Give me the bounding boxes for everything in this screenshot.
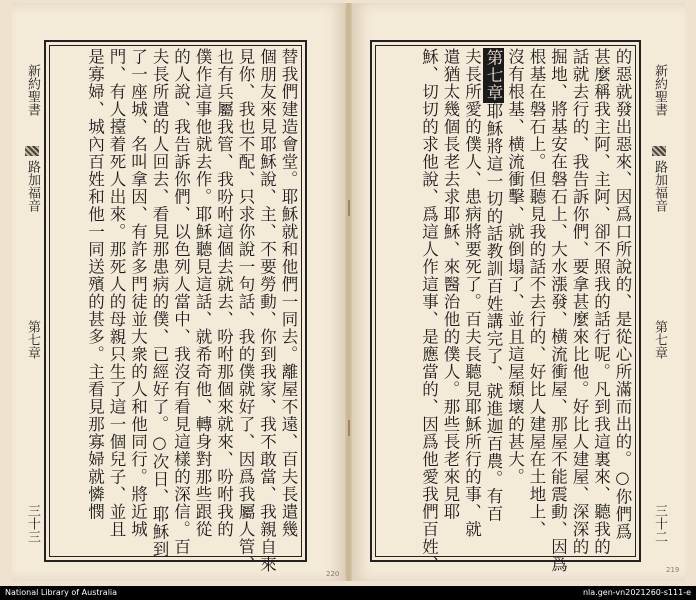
text-line: 耶穌將這一切的話教訓百姓講完了、就進迦百農。有百 — [484, 102, 503, 523]
text-line: 穌、切切的求他說、爲這人作這事、是應當的、因爲他愛我們百姓、 — [419, 48, 439, 573]
left-chapter-label: 第七章 — [25, 320, 40, 359]
footer-identifier: nla.gen-vn2021260-s111-e — [582, 588, 691, 597]
text-line: 話就去行的、我告訴你們、要拿甚麼來比他。好比人建屋、深深的 — [570, 48, 589, 556]
text-line: 掘地、將基安在磐石上、大水漲發、横流衝屋、那屋不能震動、因爲 — [548, 48, 568, 573]
text-line: 了一座城、名叫拿因、有許多門徒並大衆的人和他同行。將近城 — [128, 48, 148, 538]
left-text-body — [49, 48, 299, 573]
binding-stitch — [348, 200, 350, 216]
right-chapter-label: 第七章 — [652, 320, 667, 359]
text-line: 沒有根基、横流衝擊、就倒塌了、並且這屋頹壞的甚大。 — [505, 48, 525, 486]
text-line: 的人說、我告訴你們、以色列人當中、我沒有看見這樣的深信。百 — [171, 48, 191, 556]
binding-stitch — [348, 420, 350, 436]
text-line: 遣猶太幾個長老去求耶穌、來醫治他的僕人。那些長老來見耶 — [441, 48, 460, 521]
pencil-note-right: 219 — [666, 566, 680, 574]
text-line: 根基在磐石上。但聽見我的話不去行的、好比人建屋在土地上、 — [527, 48, 546, 538]
text-line: 的惡就發出惡來、因爲口所說的、是從心所滿而出的。○你們爲 — [613, 48, 632, 541]
text-line: 夫長所遣的人回去、看見那患病的僕、已經好了。○次日、耶穌到 — [150, 48, 169, 558]
right-text-frame — [370, 40, 641, 573]
left-page-number: 三十三 — [25, 504, 40, 543]
footer-institution: National Library of Australia — [5, 588, 118, 597]
text-line: 夫長所愛的僕人、患病將要死了。百夫長聽見耶穌所行的事、就 — [462, 48, 482, 538]
left-text-frame — [44, 40, 307, 573]
right-text-body — [375, 48, 633, 573]
right-book-title: 新約聖書 — [652, 64, 667, 116]
text-line: 個朋友來見耶穌說、主、不要勞動、你到我家、我不敢當、我親自來 — [257, 48, 277, 573]
right-page-number: 三十二 — [652, 504, 667, 543]
library-footer — [0, 586, 696, 600]
pencil-note-left: 220 — [326, 570, 340, 578]
chapter-heading-mark: 第七章 — [484, 49, 503, 102]
text-line: 甚麼稱我主阿、主阿、卻不照我的話行呢。凡到我這裏來、聽我的 — [591, 48, 611, 556]
text-line-chapter-start — [483, 48, 505, 554]
right-section-title: 路加福音 — [652, 160, 667, 212]
text-line: 也有兵屬我管、我吩咐這個去就去、吩咐那個來就來、吩咐我的 — [214, 48, 234, 538]
text-line: 替我們建造會堂。耶穌就和他們一同去。離屋不遠、百夫長遣幾 — [279, 48, 298, 538]
book-gutter — [345, 3, 352, 581]
text-line: 門、有人擡着死人出來。那死人的母親只生了這一個兒子、並且 — [107, 48, 126, 538]
left-book-title: 新約聖書 — [25, 64, 40, 116]
text-line: 見你、我也不配、只求你說一句話、我的僕就好了、因爲我屬人管、 — [236, 48, 255, 573]
left-section-title: 路加福音 — [25, 160, 40, 212]
text-line: 僕作這事他就去作。耶穌聽見這話、就希奇他、轉身對那些跟從 — [193, 48, 212, 538]
text-line: 是寡婦、城內百姓和他一同送殯的甚多。主看見那寡婦就憐憫 — [85, 48, 105, 521]
